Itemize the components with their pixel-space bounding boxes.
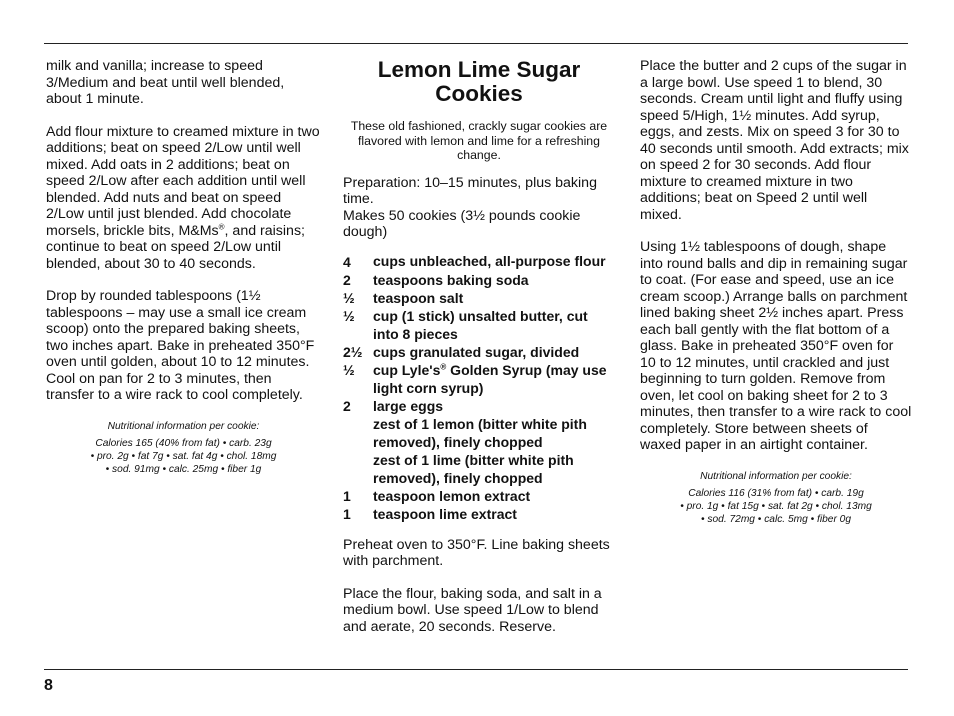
- ingredient-row: [343, 307, 615, 343]
- column-left: [46, 58, 321, 476]
- ingredient-row: [343, 487, 615, 505]
- ingredient-qty: [343, 415, 373, 451]
- nutrition-info: [46, 420, 321, 476]
- ingredient-row: [343, 289, 615, 307]
- recipe-title-line: Lemon Lime Sugar: [377, 57, 581, 82]
- ingredient-row: [343, 397, 615, 415]
- ingredient-desc: teaspoon salt: [373, 289, 464, 306]
- ingredient-desc: cup (1 stick) unsalted butter, cut into 8 pieces: [373, 307, 588, 342]
- ingredient-desc-text: cup Lyle's: [373, 361, 441, 378]
- recipe-intro: These old fashioned, crackly sugar cookies are flavored with lemon and lime for a refreshing change.: [350, 119, 608, 162]
- ingredient-qty: 1: [343, 505, 351, 522]
- nutrition-info: [640, 470, 912, 526]
- ingredient-row: [343, 415, 615, 451]
- ingredient-desc: teaspoon lemon extract: [373, 487, 531, 504]
- column-middle: [343, 58, 615, 651]
- ingredient-desc: zest of 1 lime (bitter white pith removed), finely chopped: [373, 451, 574, 486]
- yield: Makes 50 cookies (3½ pounds cookie dough): [343, 207, 581, 240]
- ingredient-row: [343, 253, 615, 271]
- ingredient-row: [343, 271, 615, 289]
- ingredient-desc: cups unbleached, all-purpose flour: [373, 252, 606, 269]
- ingredient-qty: ½: [343, 289, 355, 306]
- ingredient-qty: 1: [343, 487, 351, 504]
- ingredient-desc: teaspoon lime extract: [373, 505, 517, 522]
- nutrition-heading: Nutritional information per cookie:: [107, 420, 260, 432]
- paragraph-text: , and raisins; continue to beat on speed 2/Low until blended, about 30 to 40 seconds.: [46, 222, 305, 272]
- paragraph: [46, 124, 321, 273]
- column-right: [640, 58, 912, 526]
- recipe-title-line: Cookies: [435, 81, 523, 106]
- ingredient-qty: [343, 451, 373, 487]
- recipe-title: [343, 58, 615, 106]
- ingredient-row: [343, 505, 615, 523]
- ingredient-desc-text: Golden Syrup (may use light corn syrup): [373, 361, 607, 396]
- ingredient-desc: [373, 361, 615, 397]
- paragraph: Drop by rounded tablespoons (1½ tablespoons – may use a small ice cream scoop) onto the prepared baking sheets, two inches apart. Bake in preheated 350°F oven until golden, about 10 to 12 minutes. Cool on pan for 2 to 3 minutes, then transfer to a wire rack to cool completely.: [46, 288, 315, 403]
- prep-time: Preparation: 10–15 minutes, plus baking time.: [343, 174, 597, 207]
- ingredient-qty: ½: [343, 307, 355, 324]
- nutrition-line: • pro. 2g • fat 7g • sat. fat 4g • chol. 18mg: [90, 450, 277, 462]
- paragraph: Place the flour, baking soda, and salt in a medium bowl. Use speed 1/Low to blend and aerate, 20 seconds. Reserve.: [343, 585, 602, 635]
- nutrition-heading: Nutritional information per cookie:: [700, 470, 852, 482]
- ingredient-qty: 2½: [343, 343, 363, 360]
- paragraph: Place the butter and 2 cups of the sugar in a large bowl. Use speed 1 to blend, 30 seconds. Cream until light and fluffy using speed 5/High, 1½ minutes. Add syrup, eggs, and zests. Mix on speed 3 for 30 to 40 seconds until smooth. Add extracts; mix on speed 2 for 30 seconds. Add flour mixture to creamed mixture in two additions; beat on Speed 2 until well mixed.: [640, 58, 909, 223]
- paragraph: Preheat oven to 350°F. Line baking sheets with parchment.: [343, 536, 610, 569]
- ingredient-row: [343, 343, 615, 361]
- nutrition-line: • sod. 91mg • calc. 25mg • fiber 1g: [105, 463, 262, 475]
- paragraph-text: Add flour mixture to creamed mixture in two additions; beat on speed 2/Low until well mixed. Add oats in 2 additions; beat on speed 2/Low after each addition until well blended. Add nuts and beat on speed 2/Low until just blended. Add chocolate morsels, brickle bits, M&Ms: [46, 123, 320, 239]
- nutrition-line: Calories 165 (40% from fat) • carb. 23g: [95, 437, 272, 449]
- ingredient-qty: ½: [343, 361, 355, 378]
- bottom-rule: [44, 669, 908, 670]
- paragraph: milk and vanilla; increase to speed 3/Medium and beat until well blended, about 1 minute.: [46, 58, 285, 107]
- ingredient-desc: cups granulated sugar, divided: [373, 343, 580, 360]
- nutrition-line: Calories 116 (31% from fat) • carb. 19g: [688, 487, 864, 499]
- ingredient-row: [343, 361, 615, 397]
- ingredient-qty: 2: [343, 271, 351, 288]
- ingredient-desc: large eggs: [373, 397, 444, 414]
- ingredient-desc: teaspoons baking soda: [373, 271, 529, 288]
- registered-mark: ®: [440, 361, 447, 371]
- ingredient-qty: 2: [343, 397, 351, 414]
- top-rule: [44, 43, 908, 44]
- nutrition-line: • sod. 72mg • calc. 5mg • fiber 0g: [701, 513, 851, 525]
- page-number: 8: [44, 677, 53, 694]
- nutrition-line: • pro. 1g • fat 15g • sat. fat 2g • chol. 13mg: [680, 500, 872, 512]
- ingredient-desc: zest of 1 lemon (bitter white pith removed), finely chopped: [373, 415, 587, 450]
- registered-mark: ®: [218, 221, 225, 231]
- paragraph: Using 1½ tablespoons of dough, shape into round balls and dip in remaining sugar to coat. (For ease and speed, use an ice cream scoop.) Arrange balls on parchment lined baking sheet 2½ inches apart. Press each ball gently with the flat bottom of a glass. Bake in preheated 350°F oven for 10 to 12 minutes, until crackled and just beginning to turn golden. Remove from oven, let cool on baking sheet for 2 to 3 minutes, then transfer to a wire rack to cool completely. Store between sheets of waxed paper in an airtight container.: [640, 239, 912, 453]
- ingredient-row: [343, 451, 615, 487]
- ingredient-qty: 4: [343, 253, 351, 270]
- recipe-prep: [343, 175, 615, 241]
- ingredient-list: [343, 253, 615, 523]
